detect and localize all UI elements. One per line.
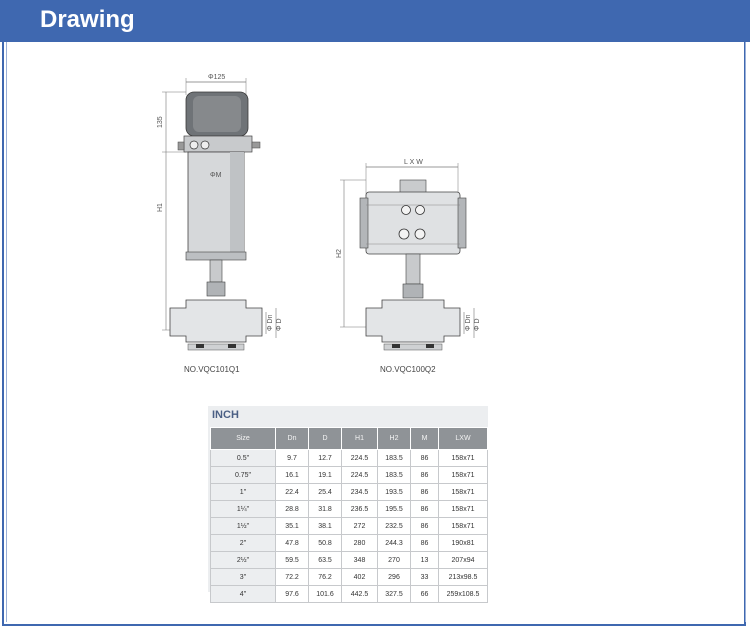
cell-m: 66 xyxy=(411,586,439,603)
cell-dn: 22.4 xyxy=(276,484,309,501)
cell-dn: 16.1 xyxy=(276,467,309,484)
cell-size: 2½" xyxy=(211,552,276,569)
table-row xyxy=(211,484,488,501)
cell-m: 13 xyxy=(411,552,439,569)
dim-top-label: Φ125 xyxy=(208,74,226,81)
cell-size: 2" xyxy=(211,535,276,552)
col-size: Size xyxy=(211,428,276,450)
cell-d: 50.8 xyxy=(309,535,342,552)
col-lxw: LXW xyxy=(439,428,488,450)
cell-h2: 296 xyxy=(378,569,411,586)
cell-m: 86 xyxy=(411,484,439,501)
cell-m: 33 xyxy=(411,569,439,586)
dim-body-label: ΦM xyxy=(210,172,222,179)
cell-lxw: 158x71 xyxy=(439,501,488,518)
drawing1-caption: NO.VQC101Q1 xyxy=(184,365,240,374)
cell-h1: 442.5 xyxy=(342,586,378,603)
cell-dn: 35.1 xyxy=(276,518,309,535)
cell-h1: 234.5 xyxy=(342,484,378,501)
dim-135-label: 135 xyxy=(157,116,164,128)
cell-d: 38.1 xyxy=(309,518,342,535)
cell-lxw: 158x71 xyxy=(439,450,488,467)
cell-d: 63.5 xyxy=(309,552,342,569)
valve-drawing-vqc101q1 xyxy=(157,74,283,374)
cell-size: 0.5" xyxy=(211,450,276,467)
cell-lxw: 259x108.5 xyxy=(439,586,488,603)
table-title: INCH xyxy=(212,409,239,421)
cell-m: 86 xyxy=(411,535,439,552)
cell-h2: 183.5 xyxy=(378,450,411,467)
cell-lxw: 158x71 xyxy=(439,518,488,535)
table-row xyxy=(211,518,488,535)
cell-size: 0.75" xyxy=(211,467,276,484)
table-row xyxy=(211,501,488,518)
col-h1: H1 xyxy=(342,428,378,450)
cell-h2: 270 xyxy=(378,552,411,569)
table-row xyxy=(211,552,488,569)
table-row xyxy=(211,569,488,586)
col-m: M xyxy=(411,428,439,450)
cell-dn: 9.7 xyxy=(276,450,309,467)
cell-d: 19.1 xyxy=(309,467,342,484)
cell-size: 4" xyxy=(211,586,276,603)
cell-size: 1½" xyxy=(211,518,276,535)
cell-h1: 272 xyxy=(342,518,378,535)
cell-dn: 59.5 xyxy=(276,552,309,569)
col-h2: H2 xyxy=(378,428,411,450)
cell-d: 101.6 xyxy=(309,586,342,603)
cell-d: 31.8 xyxy=(309,501,342,518)
cell-h2: 183.5 xyxy=(378,467,411,484)
dim-d-label-1: Φ D xyxy=(276,318,283,331)
cell-h2: 327.5 xyxy=(378,586,411,603)
cell-h1: 402 xyxy=(342,569,378,586)
table-header-row xyxy=(211,428,488,450)
cell-d: 76.2 xyxy=(309,569,342,586)
cell-dn: 97.6 xyxy=(276,586,309,603)
cell-dn: 72.2 xyxy=(276,569,309,586)
cell-m: 86 xyxy=(411,450,439,467)
dim-dn-label-1: Φ Dn xyxy=(267,314,274,331)
cell-size: 1" xyxy=(211,484,276,501)
cell-m: 86 xyxy=(411,501,439,518)
cell-size: 3" xyxy=(211,569,276,586)
table-row xyxy=(211,467,488,484)
cell-lxw: 207x94 xyxy=(439,552,488,569)
cell-lxw: 213x98.5 xyxy=(439,569,488,586)
cell-h1: 280 xyxy=(342,535,378,552)
dim-lxw-label: L X W xyxy=(404,159,423,166)
cell-h2: 232.5 xyxy=(378,518,411,535)
cell-d: 25.4 xyxy=(309,484,342,501)
cell-dn: 47.8 xyxy=(276,535,309,552)
dim-h1-label: H1 xyxy=(157,203,164,212)
drawing2-caption: NO.VQC100Q2 xyxy=(380,365,436,374)
section-title: Drawing xyxy=(40,6,135,33)
cell-lxw: 190x81 xyxy=(439,535,488,552)
cell-h1: 348 xyxy=(342,552,378,569)
cell-h2: 195.5 xyxy=(378,501,411,518)
cell-m: 86 xyxy=(411,467,439,484)
dimension-table xyxy=(210,427,488,603)
cell-h1: 224.5 xyxy=(342,450,378,467)
cell-h2: 244.3 xyxy=(378,535,411,552)
dimension-table-panel xyxy=(208,406,488,598)
dim-d-label-2: Φ D xyxy=(474,318,481,331)
table-row xyxy=(211,450,488,467)
cell-dn: 28.8 xyxy=(276,501,309,518)
dim-dn-label-2: Φ Dn xyxy=(465,314,472,331)
col-dn: Dn xyxy=(276,428,309,450)
cell-h1: 224.5 xyxy=(342,467,378,484)
table-row xyxy=(211,535,488,552)
dim-h2-label: H2 xyxy=(336,249,343,258)
table-row xyxy=(211,586,488,603)
cell-m: 86 xyxy=(411,518,439,535)
col-d: D xyxy=(309,428,342,450)
cell-lxw: 158x71 xyxy=(439,484,488,501)
cell-h2: 193.5 xyxy=(378,484,411,501)
cell-size: 1¼" xyxy=(211,501,276,518)
valve-drawing-vqc100q2 xyxy=(336,159,481,374)
cell-lxw: 158x71 xyxy=(439,467,488,484)
cell-h1: 236.5 xyxy=(342,501,378,518)
cell-d: 12.7 xyxy=(309,450,342,467)
